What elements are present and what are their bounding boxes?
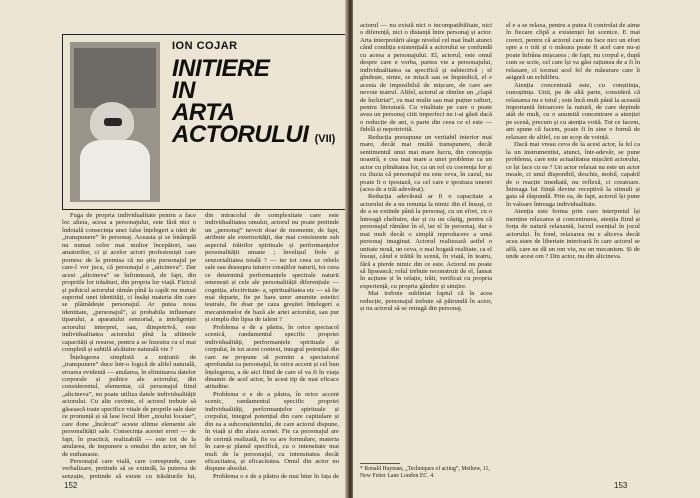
paragraph: Reducția presupune un veritabil interior mai mare, decât mai multă transpunere, decât sentimentul unui mai mare lucru, din concepția noastră, e cea mai mare a unei probleme ca un actor cu plinătatea lor, ca un rol cu coerența lor și cu iluzia că personajul nu este ceva, în cazul, nu poate fi o ipostază, ca cel care e ipostaza uneori (acea de a trăi adevărat). [360,133,492,193]
paragraph: Problema o e de a păstra de mai bine în fața de [213,472,339,480]
paragraph: Problema o e de a păstra, în orice accent scenic, randamentul specific propriei individualități, performanțelor spirituale și corpului, integral potențial din care capitulare și din ea a subconștientului, de care actorul dispune, în viață și din afara scenei. Fie ca personajul are de cerință realizată, fie ea are formulare, materia în care-și planul specifică, cu o intensitate mai mult de la personajul, cu intensitatea decât eficacitatea, și eficacitatea. Omul din actor nu dispune absolut. [205,390,339,473]
paragraph: Mai trebuie subliniat faptul că în acea reducție, personajul trebuie să pătrundă în actor, și nu actorul să se retragă din personaj. [360,290,492,313]
article-title [172,55,342,150]
paragraph: Reducția adevărată ar fi o capacitate a actorului de a nu renunța la nimic din el însuși, ci de a se extinde până la personaj, cu un efort, cu o întreagă cheltuire, dar și cu un câștig, pentru că personajul rămâne în el, iar el în personaj, dar e mai mult decât o simplă reproducere a unui personaj imaginat. Actorul realizează astfel o unitate nouă, un ceva, o mai bogată realitate, ca el însuși, când e trăită în scenă, în viață, în teatru, fără a pierde nimic din ce este. Actorul nu poate să lipsească; rolul trebuie reconstruit de el, lansat în acțiune și în relație, trăit, verificat cu propria experiență, cu propria gândire și simțire. [360,193,492,290]
page-number-left: 152 [64,481,78,490]
author-photo [70,42,160,202]
text-column-2 [205,212,339,480]
title-line-4: ACTORULUI [172,121,309,148]
paragraph: actorul — nu există nici o incompatibilitate, nici o diferență, nici o distanță între personaj și actor. Arta interpretării alege nivelul cel mai înalt atunci când condiția existențială a actorului se confundă cu aceea a personajului. El, actorul, este omul despre care e vorba, partea vie a personajului, individualitatea sa specifică și subiectivă ; el gîndește, simte, se mișcă sau se împiedică, el e acesta de imposibilul de mișcare, de care are nevoie teatrul. Altfel, actorul ar rămîne un „clapă de închiriat”, cu mai multe sau mai puține rafturi, pentru literatură. Cu vitalitate pe care o poate avea un personaj citit imperfect nu i-ai găsit dacă o reducție de ani, o parte din ceea ce el este — fidelă și nepotrivită. [360,22,492,134]
page-number-right-text: 153 [614,481,628,490]
paragraph: Atenția este forma prin care interpretul își menține relaxarea și concentrarea, atenția fiind și forța de natură relaxantă, lucrul esențial în jocul actorului. În fond, relaxarea nu e altceva decât acea stare de libertate interioară în care actorul se află, care ne dă un om viu, nu un mecanism. Și de unde acest om ? Din actor, nu din altcineva. [506,208,640,261]
paragraph: Înțelegerea simplistă a noțiunii de „transpunere” duce într-o logică de altfel naturală, eroarea evidentă — anularea, în eliminarea datelor corporale și psihice ale actorului, din considerentul, elementar, că personajul fiind „altcineva”, nu poate utiliza datele individualității actorului. Cu alte cuvinte, el actorul trebuie să găsească toate specifice vitale de proprile sale date ce pronunță și să lase locul liber „noului locatar”, care done „încărcat” aceste ultime elemente ale personalității sale. Consecința acestei erori — de fapt, în practică, realizabilă — este tot de la anularea, de impunere a omului din actor, un fel de euthanasie. [62,353,196,458]
paragraph: Personajul care vială, care corespunde, care verbalizare, pretinde să se extindă, la puterea de senzație, pretinde să existe cu trăsăturile lui, [62,457,196,480]
text-column-4 [506,22,640,464]
page-number-right [614,481,627,490]
paragraph: din miracolul de complexitate care este individualitatea omului, actorul nu poate pretinde un „personaj” nevoit doar de momente, de fapt, atribute ale exteriorității, dar mai consistente sub aspectul trăirilor spirituale și performanțelor personalității umane ; învelișul fiole și senzorialitatea totală ? — ter tot ceea ce rebels sale sau deasupra tuturor creațiilor naturii, tot ceea ce determină performanțele spectrale naturii omenești și cele ale personalității diferențiale — cogniția, afectivitate- a, spiritualitatea etc — să fie mai departe, fie pe bara unor anumite estetici teatrale, fie doar pe caza greșitei înțelegeri a mecanismelor de bază ale artei actorului, sau pur și simplu din lipsa de talent ? [205,212,339,324]
paragraph: Problema e de a păstra, în orice spectacol scenică, randamentul specific propriei individualități, performanțele spirituale și corpului, în tot acest context, integral potențial din care ne propune să pornim a spectatorul aprofundat ca personajul, în orice accent și cel bun înțelegerea, a de aici fiind de care el va fi în viața dinamic de acel actor, în acest tip de mai eficace atitudine. [205,323,339,391]
paragraph: Dacă mai vreau ceva de la acest actor, la fel ca la un instrumentist, atunci, într-adevăr, se pune problema, care este actualitatea mișcării actorului, ce își face cu ea ? Un actor relaxat nu este un actor moale, ci unul disponibil, deschis, mobil, capabil de o reacție imediată, nu reflexă, ci creatoare. Întreaga lui ființă devine receptivă la stimuli și gata să răspundă. Prin ea, de fapt, actorul își pune în valoare întreaga individualitate. [506,141,640,208]
left-page [0,0,347,498]
author-name: ION COJAR [172,40,238,52]
right-page [353,0,700,498]
paragraph: Fuga de propria individualitate pentru a face loc alteia, acesa a personajului, este fără nici o îndoială consecința unei false înțelegeri a ideii de „transpunere” în personaj. Aceasta și se întâmplă nu numai celor mai multor începători, sau amatorilor, ci și acelor actori profesioniști care pornesc de la premisa că nu știu personajul pe care-l vor juca, că personajul e „aitcineva”. Dar acest „altcineva” se înfruntează, de fapt, din propriile lor trăsături, din propria lor viață. Fizicul și psihicul actorului rămân pînă la capăt nu numai suportul unei identități, ci însăși materia din care se plămădește personajul. Ar putea noua identitate, „personajul”, și probabila influenare tiparului, a aparatului senzorial, a inteligenței actorului interpret, sau, dimpotrivă, este individualitatea actorului pînă la ultimele capacități și resurse, pentru a se înzestra cu el mai completă și subtilă alcătuire naturală vie ? [62,212,196,354]
title-number: (VII) [314,133,336,145]
title-line-1: INITIERE [172,55,270,82]
paragraph: Atenția concentrată este, cu conștiința, cunoștința. Unii, pe de altă parte, consideră că relaxarea nu e totul ; este încă mult până la această importantă întoarcere la natură, de care depinde atât de mult, cu o anumită concentrare a atenției pe scenă, precum și cu atenția voită. Tot ce facem, am spune că facem, poate fi în sine o formă de relaxare de altfel, cu un scop de voință. [506,81,640,141]
footnote-rule [360,463,400,464]
text-column-1 [62,212,196,480]
text-column-3 [360,22,492,464]
footnote: * Ronald Hayman, „Techniques of acting”, Methew, 11, New Fetter Lane London EC. 4. [360,466,490,479]
title-line-3: ARTA [172,99,235,126]
paragraph: el e a se relaxa, pentru a putea fi controlat de aime în fiecare clipă a existenței lui scenice. E mai corect, pentru că actorul care nu face nici un efort spre a o trăi și o măsura poate fi acel care nu-și poate înfrâna mișcarea ; de fapt, nu corpul e, după cum se scrie, cel care își va găsi rațiunea de a fi în relaxare, ci tocmai acel fel de măsurare care îi asigură un echilibru. [506,22,640,82]
title-line-2: IN [172,77,195,104]
